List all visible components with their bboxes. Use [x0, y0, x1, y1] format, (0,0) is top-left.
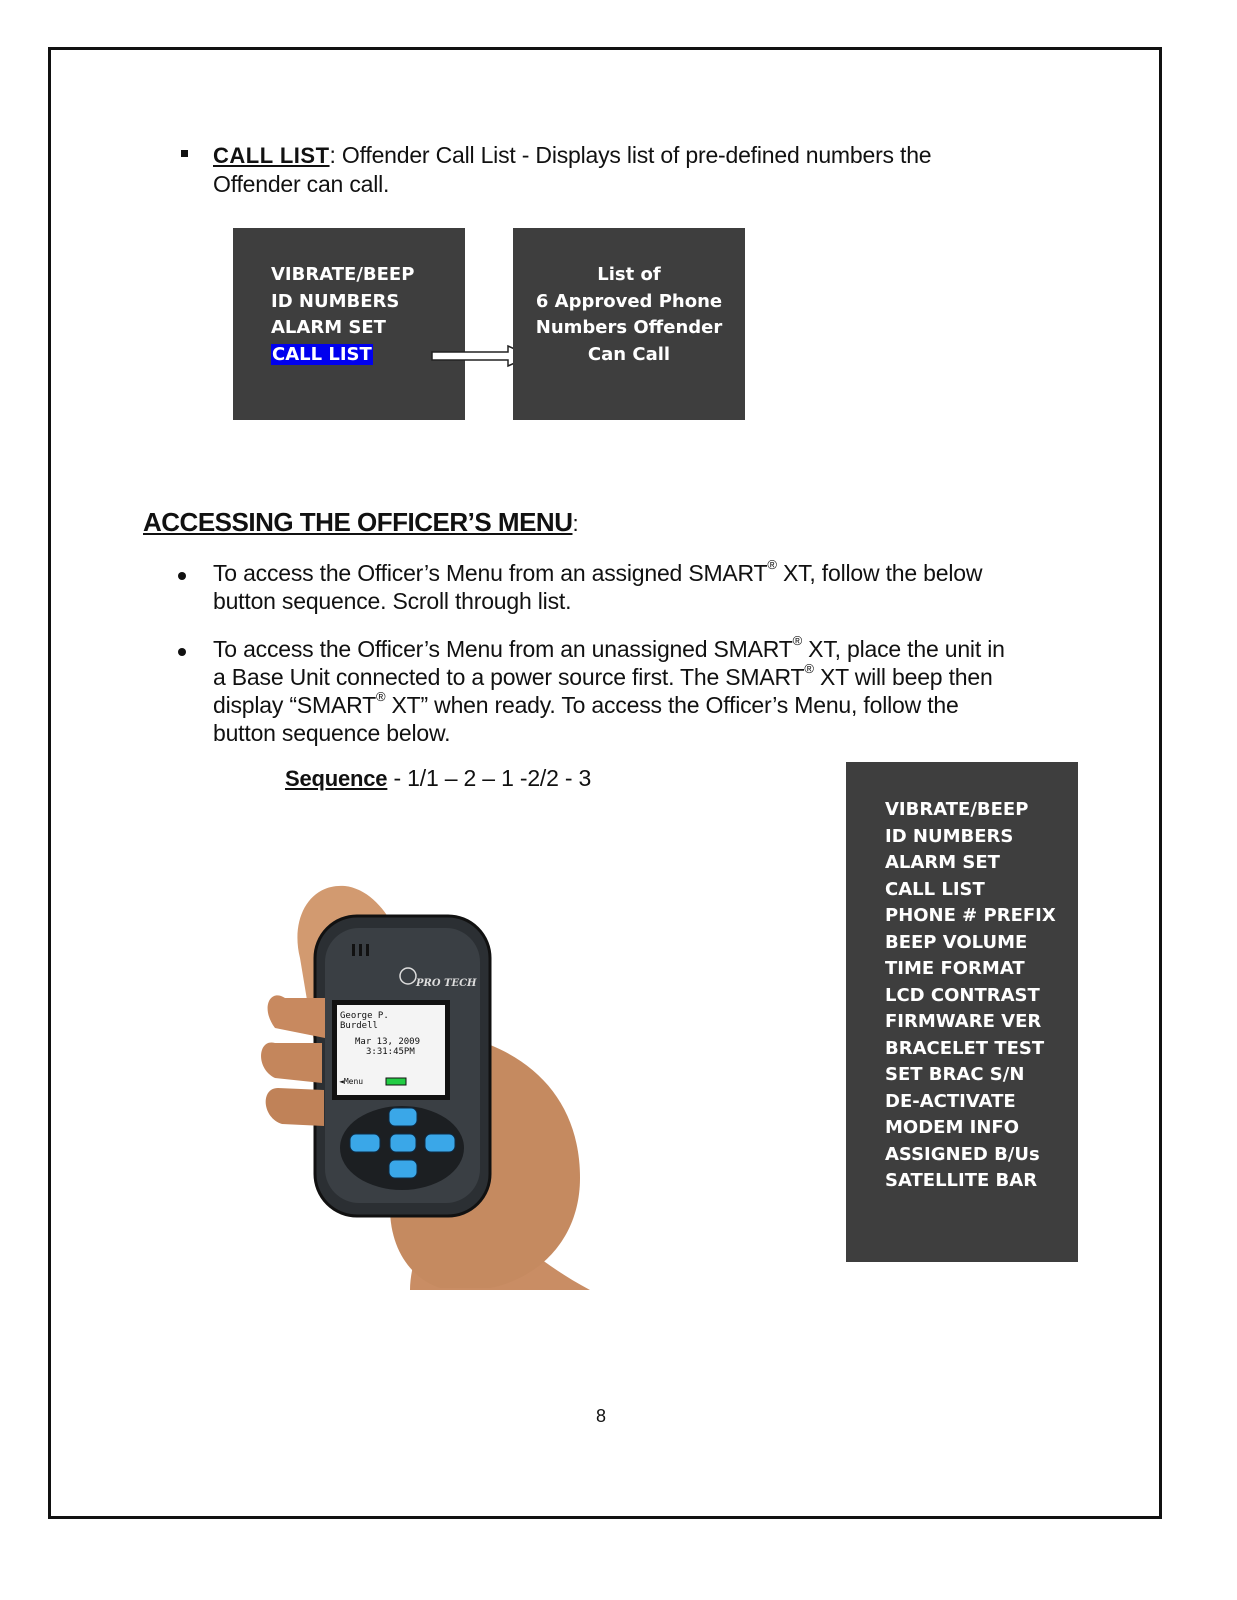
menu-item: VIBRATE/BEEP [271, 264, 415, 285]
officer-menu-item: DE-ACTIVATE [885, 1090, 1016, 1112]
up-button[interactable] [389, 1108, 417, 1126]
officer-menu-item: BEEP VOLUME [885, 931, 1028, 953]
approved-numbers-screen [513, 228, 745, 420]
down-button[interactable] [389, 1160, 417, 1178]
device-screen-line-2: Burdell [340, 1021, 378, 1031]
call-list-description [213, 141, 1113, 198]
menu-item: ALARM SET [271, 317, 386, 338]
officer-menu-item: MODEM INFO [885, 1117, 1019, 1138]
registered-mark: ® [375, 689, 386, 705]
officer-menu-item: FIRMWARE VER [885, 1011, 1042, 1032]
approved-numbers-text [513, 262, 745, 368]
device-menu-label: ◄Menu [339, 1077, 364, 1086]
officer-menu-item: CALL LIST [885, 878, 985, 900]
menu-item-list [271, 262, 465, 342]
page-number: 8 [596, 1406, 607, 1426]
bullet-dot-icon [178, 572, 186, 580]
device-brand: PRO TECH [416, 978, 477, 989]
officer-menu-item: ALARM SET [885, 852, 1000, 873]
call-list-text-line2: Offender can call. [213, 171, 390, 197]
officer-menu-item: BRACELET TEST [885, 1037, 1045, 1059]
bullet2-line1-a: To access the Officer’s Menu from an unassigned SMART [213, 636, 793, 662]
approved-numbers-line: 6 Approved Phone [535, 290, 723, 312]
officer-menu-list [885, 797, 1078, 1195]
finger-shape [268, 995, 325, 1038]
officer-menu-item: ASSIGNED B/Us [885, 1143, 1040, 1165]
select-button[interactable] [390, 1134, 416, 1152]
registered-mark: ® [792, 633, 802, 649]
bullet1-text-line2: button sequence. Scroll through list. [213, 588, 572, 614]
heading-colon: : [572, 511, 579, 536]
officers-menu-bullet-1 [213, 559, 1113, 615]
menu-item: ID NUMBERS [271, 290, 400, 312]
officer-menu-item: SET BRAC S/N [885, 1064, 1025, 1085]
device-screen-line-3: Mar 13, 2009 [355, 1037, 421, 1047]
bullet2-line4: button sequence below. [213, 720, 451, 746]
handheld-device-photo [110, 878, 660, 1293]
officer-menu-item: LCD CONTRAST [885, 984, 1040, 1006]
bullet2-line2-b: XT will beep then [813, 664, 993, 690]
bullet1-text-b: XT, follow the below [776, 560, 983, 586]
section-heading: ACCESSING THE OFFICER’S MENU [143, 507, 573, 537]
officer-menu-item: TIME FORMAT [885, 958, 1025, 979]
menu-item-call-list-highlighted: CALL LIST [272, 343, 372, 365]
registered-mark: ® [804, 661, 814, 677]
registered-mark: ® [767, 557, 777, 573]
bullet1-text-a: To access the Officer’s Menu from an assigned SMART [213, 560, 768, 586]
call-list-term: CALL LIST [213, 143, 330, 168]
square-bullet-icon [181, 150, 188, 157]
left-button[interactable] [350, 1134, 380, 1152]
call-list-text-line1: : Offender Call List - Displays list of pre-defined numbers the [329, 142, 932, 168]
sequence-value: - 1/1 – 2 – 1 -2/2 - 3 [387, 765, 592, 791]
officer-menu-screen [846, 762, 1078, 1262]
bullet2-line1-b: XT, place the unit in [801, 636, 1005, 662]
right-button[interactable] [425, 1134, 455, 1152]
approved-numbers-line: Numbers Offender [535, 317, 723, 338]
officer-menu-item: VIBRATE/BEEP [885, 799, 1029, 820]
device-screen-line-4: 3:31:45PM [366, 1047, 415, 1057]
bullet2-line3-b: XT” when ready. To access the Officer’s Menu, follow the [385, 692, 959, 718]
sequence-label: Sequence [285, 766, 388, 791]
officer-menu-item: PHONE # PREFIX [885, 905, 1056, 926]
call-list-menu-screen [233, 228, 465, 420]
bullet-dot-icon [178, 648, 186, 656]
bullet2-line2-a: a Base Unit connected to a power source first. The SMART [213, 664, 805, 690]
finger-shape [261, 1042, 322, 1083]
button-sequence [285, 764, 591, 793]
device-screen-line-1: George P. [340, 1011, 389, 1021]
approved-numbers-line: Can Call [587, 343, 671, 365]
bullet2-line3-a: display “SMART [213, 692, 376, 718]
approved-numbers-line: List of [597, 264, 661, 285]
finger-shape [266, 1088, 324, 1126]
officer-menu-item: SATELLITE BAR [885, 1170, 1038, 1191]
battery-icon [386, 1078, 406, 1085]
officer-menu-item: ID NUMBERS [885, 825, 1014, 847]
officers-menu-heading-block [143, 507, 579, 538]
officers-menu-bullet-2 [213, 635, 1113, 747]
